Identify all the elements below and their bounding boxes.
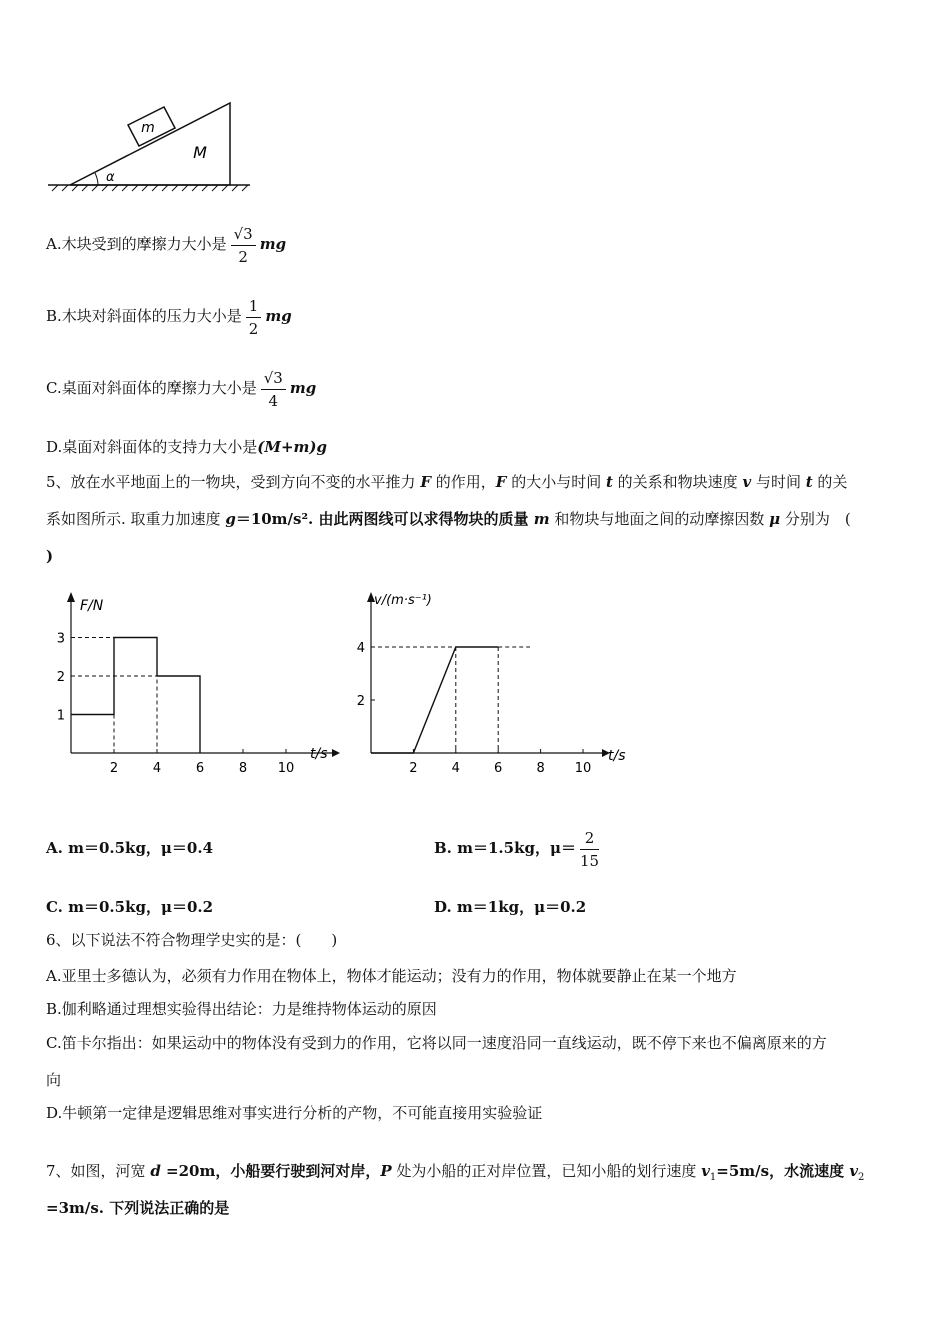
- q5-stem-line3: ): [46, 547, 54, 565]
- q5-option-d[interactable]: D. m＝1kg，μ＝0.2: [434, 898, 587, 916]
- option-c-text: C.桌面对斜面体的摩擦力大小是: [46, 379, 257, 397]
- q5-stem-line1: 5、放在水平地面上的一物块，受到方向不变的水平推力 F 的作用，F 的大小与时间 t 的关系和物块速度 v 与时间 t 的关: [46, 473, 848, 491]
- y-axis-label: F/N: [80, 598, 104, 614]
- block-label: m: [141, 120, 155, 136]
- y-tick-label: 3: [56, 631, 65, 647]
- incline-figure: [40, 95, 260, 195]
- x-tick-label: 10: [277, 761, 295, 776]
- force-series-line: [71, 638, 200, 754]
- y-axis-label: v/(m·s⁻¹): [374, 593, 432, 608]
- option-b-text: B.木块对斜面体的压力大小是: [46, 307, 242, 325]
- x-tick-label: 8: [536, 761, 545, 776]
- q6-option-a[interactable]: A.亚里士多德认为，必须有力作用在物体上，物体才能运动；没有力的作用，物体就要静止在某一个地方: [46, 967, 737, 985]
- x-tick-label: 6: [494, 761, 503, 776]
- velocity-series-line: [371, 647, 498, 753]
- q7-stem-line1: 7、如图，河宽 d =20m，小船要行驶到河对岸，P 处为小船的正对岸位置，已知小船的划行速度 $v_1=5m/s$，水流速度 $v_2$: [46, 1162, 865, 1183]
- q4-option-b[interactable]: B.木块对斜面体的压力大小是 $\frac{1}{2}$ mg: [46, 296, 292, 338]
- y-tick-label: 2: [356, 694, 365, 709]
- option-a-text: A.木块受到的摩擦力大小是: [46, 235, 227, 253]
- q5-stem-line2: 系如图所示. 取重力加速度 g＝10m/s². 由此两图线可以求得物块的质量 m 和物块与地面之间的动摩擦因数 μ 分别为 (: [46, 510, 851, 528]
- y-tick-label: 4: [356, 641, 365, 656]
- x-tick-label: 4: [152, 761, 162, 776]
- x-tick-label: 6: [195, 761, 205, 776]
- x-axis-label: t/s: [608, 748, 626, 764]
- q6-option-d[interactable]: D.牛顿第一定律是逻辑思维对事实进行分析的产物，不可能直接用实验验证: [46, 1104, 543, 1122]
- ground-hatch: [52, 185, 248, 191]
- q4-option-d[interactable]: D.桌面对斜面体的支持力大小是(M+m)g: [46, 438, 327, 456]
- x-tick-label: 2: [109, 761, 119, 776]
- angle-arc: [95, 173, 98, 185]
- q6-option-c-line2[interactable]: 向: [46, 1071, 62, 1089]
- x-axis-arrow: [332, 749, 340, 757]
- x-tick-label: 8: [238, 761, 248, 776]
- q5-option-b[interactable]: B. m＝1.5kg，μ＝ $\frac{2}{15}$: [434, 828, 600, 870]
- q5-option-a[interactable]: A. m＝0.5kg，μ＝0.4: [46, 839, 214, 857]
- angle-label: α: [106, 170, 115, 185]
- q6-option-b[interactable]: B.伽利略通过理想实验得出结论：力是维持物体运动的原因: [46, 1000, 437, 1018]
- q6-stem: 6、以下说法不符合物理学史实的是：( ): [46, 931, 338, 949]
- q6-option-c-line1[interactable]: C.笛卡尔指出：如果运动中的物体没有受到力的作用，它将以同一速度沿同一直线运动，既不停下来也不偏离原来的方: [46, 1034, 827, 1052]
- q4-option-a[interactable]: A.木块受到的摩擦力大小是 $\frac{√3}{2}$ mg: [46, 224, 287, 266]
- q5-option-c[interactable]: C. m＝0.5kg，μ＝0.2: [46, 898, 214, 916]
- x-tick-label: 10: [574, 761, 592, 776]
- force-time-chart: [40, 588, 340, 783]
- fraction: $\frac{2}{15}$: [579, 828, 600, 870]
- fraction: $\frac{√3}{2}$: [231, 223, 256, 268]
- fraction: $\frac{1}{2}$: [246, 295, 262, 340]
- x-axis-label: t/s: [310, 746, 328, 762]
- y-axis-arrow: [67, 592, 75, 602]
- x-tick-label: 2: [409, 761, 418, 776]
- y-tick-label: 2: [56, 670, 65, 685]
- y-tick-label: 1: [56, 708, 65, 724]
- x-tick-label: 4: [451, 761, 460, 776]
- velocity-time-chart: [340, 588, 640, 783]
- wedge-label: M: [193, 143, 207, 162]
- q7-stem-line2: =3m/s. 下列说法正确的是: [46, 1199, 230, 1217]
- q4-option-c[interactable]: C.桌面对斜面体的摩擦力大小是 $\frac{√3}{4}$ mg: [46, 368, 317, 410]
- fraction: $\frac{√3}{4}$: [261, 367, 286, 412]
